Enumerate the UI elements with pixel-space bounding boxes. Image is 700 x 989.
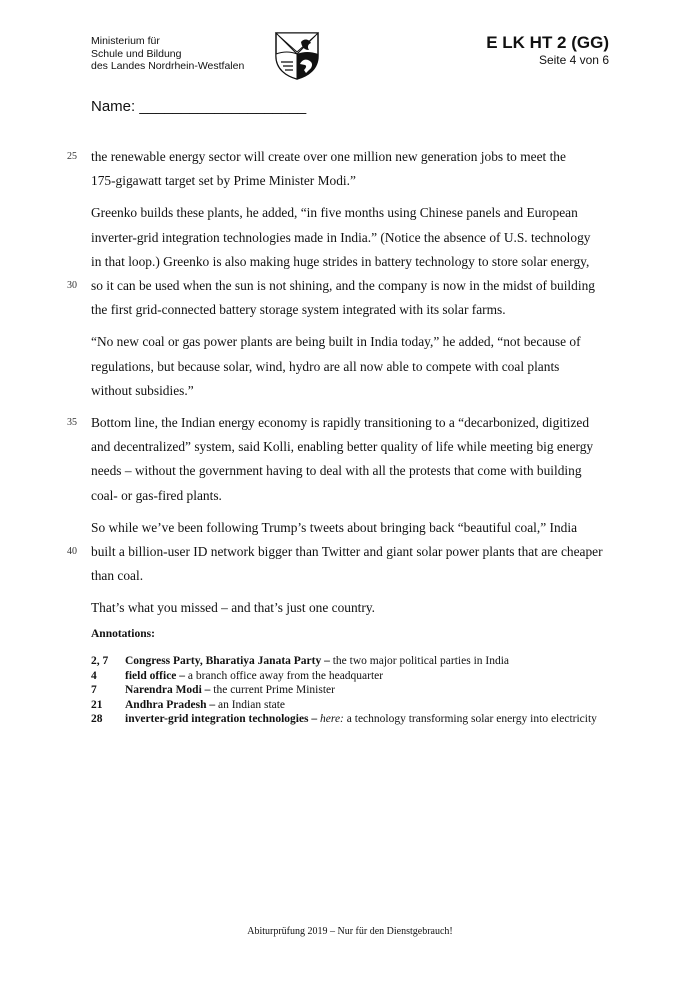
annotation-definition: a technology transforming solar energy into electricity [343, 713, 597, 725]
text-line [91, 330, 611, 354]
line-text: “No new coal or gas power plants are being built in India today,” he added, “not because of [91, 334, 581, 350]
line-text: inverter-grid integration technologies made in India.” (Notice the absence of U.S. technology [91, 229, 591, 245]
annotation-item [91, 683, 611, 698]
annotation-text [125, 654, 509, 669]
line-text: regulations, but because solar, wind, hydro are all now able to compete with coal plants [91, 358, 560, 374]
annotation-ref: 7 [91, 684, 97, 696]
line-text: than coal. [91, 568, 144, 584]
footer-note: Abiturprüfung 2019 – Nur für den Dienstgebrauch! [247, 926, 453, 937]
paragraph [67, 516, 611, 589]
line-text: the first grid-connected battery storage system integrated with its solar farms. [91, 302, 506, 318]
text-line [91, 516, 611, 540]
annotation-item [91, 698, 611, 713]
annotation-term: Narendra Modi – [125, 684, 211, 696]
text-line [91, 355, 611, 379]
paragraph [67, 411, 611, 508]
text-body [67, 145, 611, 629]
annotation-term: field office – [125, 669, 186, 682]
name-field: Name: ____________________ [91, 98, 307, 115]
text-line [91, 596, 611, 620]
annotation-ref: 21 [91, 698, 103, 711]
line-text: Greenko builds these plants, he added, “in five months using Chinese panels and European [91, 205, 578, 221]
annotation-text [125, 669, 383, 684]
annotation-item [91, 669, 611, 684]
text-line [91, 201, 611, 225]
annotation-ref: 4 [91, 669, 97, 682]
annotation-ref: 2, 7 [91, 655, 109, 667]
text-line [91, 459, 611, 483]
text-line [67, 274, 611, 298]
annotation-ref: 28 [91, 713, 103, 725]
line-text: needs – without the government having to deal with all the protests that come with building [91, 463, 582, 479]
text-line [91, 226, 611, 250]
text-line [91, 250, 611, 274]
annotation-term: inverter-grid integration technologies – [125, 713, 318, 725]
annotations-list [91, 654, 611, 727]
paragraph [91, 596, 611, 620]
annotation-prefix: here: [317, 713, 344, 725]
text-line [91, 435, 611, 459]
line-text: in that loop.) Greenko is also making huge strides in battery technology to store solar energy, [91, 253, 590, 269]
line-text: and decentralized” system, said Kolli, enabling better quality of life while meeting big energy [91, 439, 594, 455]
exam-code: E LK HT 2 (GG) [486, 33, 609, 52]
text-line [91, 379, 611, 403]
ministry-line: des Landes Nordrhein-Westfalen [91, 60, 245, 72]
line-number: 30 [67, 280, 77, 292]
line-text: built a billion-user ID network bigger than Twitter and giant solar power plants that are cheaper [91, 544, 603, 560]
line-text: So while we’ve been following Trump’s tweets about bringing back “beautiful coal,” India [91, 519, 578, 535]
line-number: 25 [67, 151, 77, 162]
annotation-term: Andhra Pradesh – [125, 698, 216, 711]
text-line [67, 411, 611, 435]
annotation-definition: a branch office away from the headquarter [185, 669, 384, 682]
text-line [91, 564, 611, 588]
annotation-text [125, 698, 285, 713]
text-line [91, 484, 611, 508]
ministry-line: Ministerium für [91, 35, 160, 47]
annotation-text [125, 683, 335, 698]
line-text: 175-gigawatt target set by Prime Minister Modi.” [91, 173, 356, 189]
text-line [67, 145, 611, 169]
annotation-item [91, 654, 611, 669]
line-number: 35 [67, 417, 77, 429]
line-text: without subsidies.” [91, 382, 194, 398]
annotation-text [125, 712, 597, 727]
annotation-term: Congress Party, Bharatiya Janata Party – [125, 655, 330, 667]
line-number: 40 [67, 546, 77, 558]
line-text: so it can be used when the sun is not shining, and the company is now in the midst of building [91, 278, 595, 294]
line-text: That’s what you missed – and that’s just one country. [91, 600, 376, 616]
annotations-title: Annotations: [91, 628, 155, 640]
nrw-coat-of-arms-icon [273, 30, 321, 80]
annotation-definition: an Indian state [215, 698, 286, 711]
paragraph [67, 145, 611, 193]
annotation-definition: the two major political parties in India [329, 655, 510, 667]
text-line [91, 169, 611, 193]
page-indicator: Seite 4 von 6 [538, 53, 609, 67]
annotation-definition: the current Prime Minister [210, 684, 335, 696]
paragraph [91, 330, 611, 403]
text-line [91, 298, 611, 322]
line-text: Bottom line, the Indian energy economy is rapidly transitioning to a “decarbonized, digitized [91, 415, 590, 431]
text-line [67, 540, 611, 564]
ministry-name [91, 35, 244, 73]
exam-code-block [486, 33, 609, 67]
ministry-line: Schule und Bildung [91, 47, 182, 60]
line-text: coal- or gas-fired plants. [91, 487, 222, 503]
annotation-item [91, 712, 611, 727]
annotations [91, 628, 611, 727]
line-text: the renewable energy sector will create over one million new generation jobs to meet the [91, 149, 566, 164]
paragraph [67, 201, 611, 322]
